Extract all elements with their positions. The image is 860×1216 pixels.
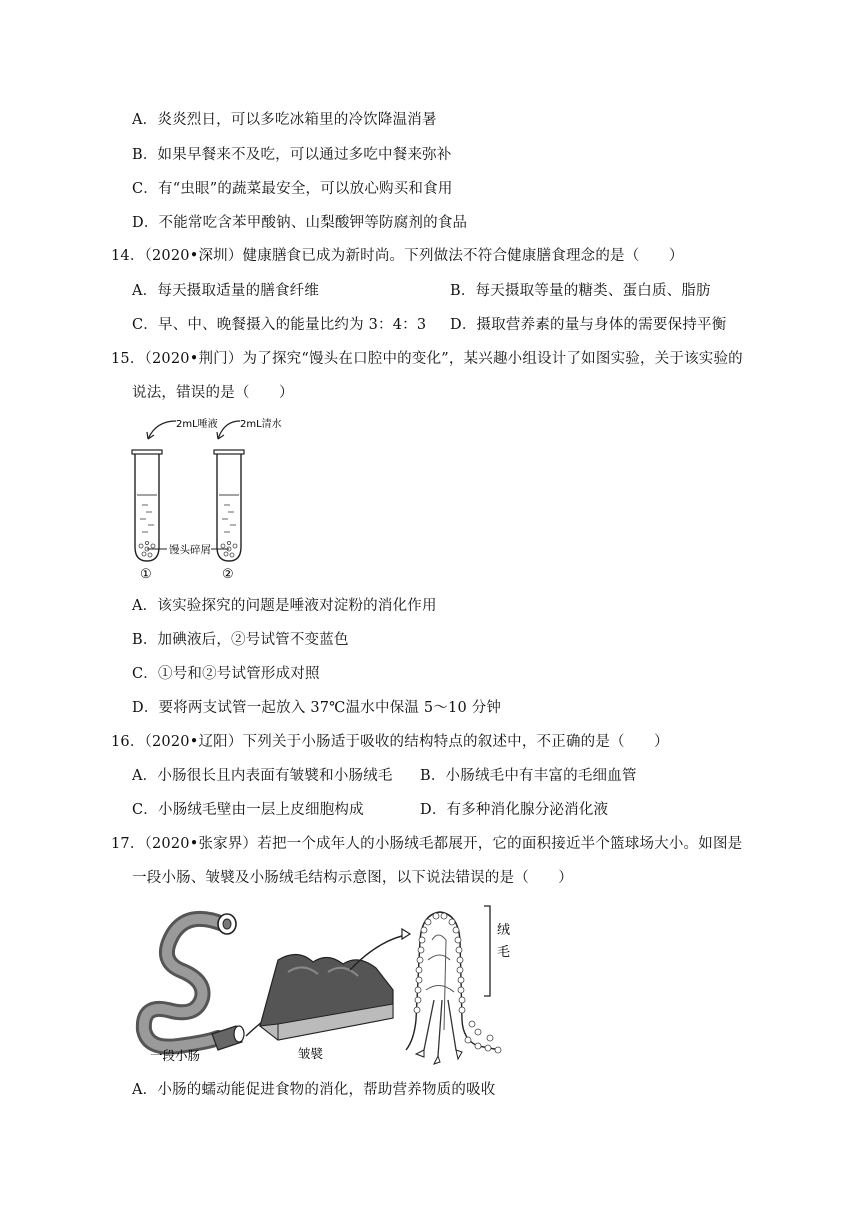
q14-option-a: A．每天摄取适量的膳食纤维: [132, 283, 320, 299]
test-tube-figure: [118, 415, 282, 585]
label-fold: 皱襞: [298, 1046, 324, 1061]
q17-option-a: A．小肠的蠕动能促进食物的消化，帮助营养物质的吸收: [132, 1082, 496, 1098]
label-bread-crumbs: 馒头碎屑: [169, 544, 211, 556]
label-num-1: ①: [140, 567, 152, 582]
q16-option-d: D．有多种消化腺分泌消化液: [420, 802, 609, 818]
fold-drawing: [260, 954, 393, 1040]
label-villus-1: 绒: [497, 923, 511, 938]
villus-drawing: [406, 912, 501, 1064]
q14-option-c: C．早、中、晚餐摄入的能量比约为 3：4：3: [132, 317, 427, 333]
q13-option-c: C．有“虫眼”的蔬菜最安全，可以放心购买和食用: [132, 181, 453, 197]
q14-stem: 14．（2020•深圳）健康膳食已成为新时尚。下列做法不符合健康膳食理念的是（ ）: [111, 248, 684, 264]
label-water: 2mL清水: [240, 419, 282, 430]
label-num-2: ②: [222, 567, 234, 582]
villus-bracket: [484, 906, 490, 996]
intestine-figure: [128, 900, 528, 1072]
q15-option-b: B．加碘液后，②号试管不变蓝色: [132, 632, 349, 648]
q14-option-b: B．每天摄取等量的糖类、蛋白质、脂肪: [450, 283, 711, 299]
q16-stem: 16．（2020•辽阳）下列关于小肠适于吸收的结构特点的叙述中，不正确的是（ ）: [111, 734, 669, 750]
label-intestine: 一段小肠: [150, 1048, 201, 1063]
q17-stem-line2: 一段小肠、皱襞及小肠绒毛结构示意图，以下说法错误的是（ ）: [132, 870, 573, 886]
q16-option-c: C．小肠绒毛壁由一层上皮细胞构成: [132, 802, 364, 818]
test-tube-2: [214, 450, 244, 561]
q15-stem-line2: 说法，错误的是（ ）: [132, 385, 294, 401]
q15-option-a: A．该实验探究的问题是唾液对淀粉的消化作用: [132, 598, 437, 614]
q17-stem-line1: 17．（2020•张家界）若把一个成年人的小肠绒毛都展开，它的面积接近半个篮球场大小。如图是: [111, 836, 743, 852]
test-tube-1: [132, 450, 162, 561]
q13-option-d: D．不能常吃含苯甲酸钠、山梨酸钾等防腐剂的食品: [132, 215, 468, 231]
small-intestine-drawing: [144, 914, 244, 1050]
q15-option-d: D．要将两支试管一起放入 37℃温水中保温 5～10 分钟: [132, 700, 502, 716]
q14-option-d: D．摄取营养素的量与身体的需要保持平衡: [450, 317, 727, 333]
q16-option-b: B．小肠绒毛中有丰富的毛细血管: [420, 768, 637, 784]
label-villus-2: 毛: [497, 945, 511, 960]
q16-option-a: A．小肠很长且内表面有皱襞和小肠绒毛: [132, 768, 393, 784]
q13-option-b: B．如果早餐来不及吃，可以通过多吃中餐来弥补: [132, 147, 452, 163]
q13-option-a: A．炎炎烈日，可以多吃冰箱里的冷饮降温消暑: [132, 112, 437, 128]
q15-option-c: C．①号和②号试管形成对照: [132, 666, 320, 682]
label-saliva: 2mL唾液: [176, 419, 218, 430]
q15-stem-line1: 15．（2020•荆门）为了探究“馒头在口腔中的变化”，某兴趣小组设计了如图实验，关于该实验的: [111, 351, 743, 367]
